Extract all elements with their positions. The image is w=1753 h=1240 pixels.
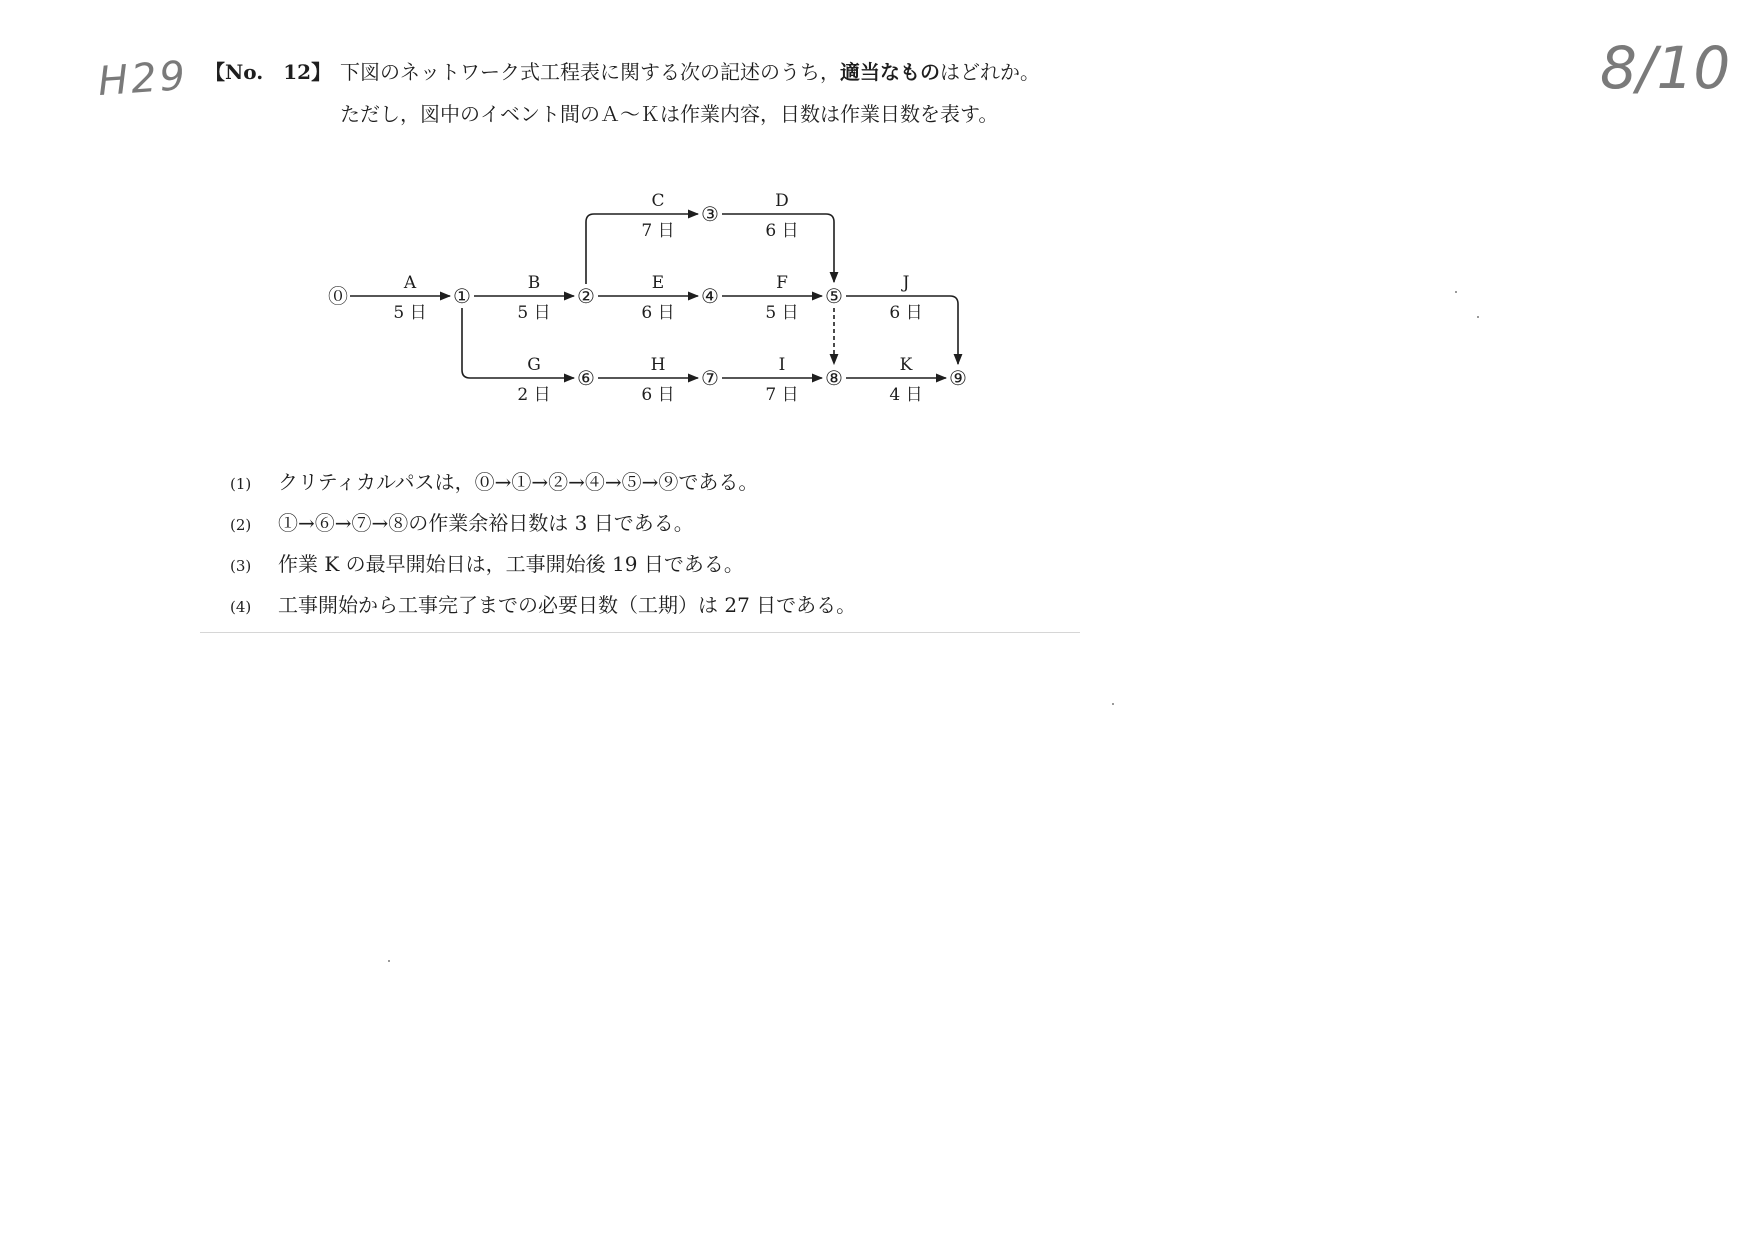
event-node: ⑨ — [949, 366, 967, 390]
activity-label: F — [776, 273, 788, 293]
question-stem-line-1: 下図のネットワーク式工程表に関する次の記述のうち，適当なものはどれか。 — [340, 60, 1040, 84]
activity-label: A — [403, 273, 417, 293]
activity-days: 4 日 — [889, 385, 923, 405]
question-number: 【No. 12】 — [205, 60, 332, 84]
answer-option-1[interactable]: (1) クリティカルパスは，⓪→①→②→④→⑤→⑨である。 — [230, 470, 759, 494]
scan-speck — [1455, 291, 1457, 293]
network-diagram — [320, 178, 1000, 418]
activity-days: 6 日 — [765, 221, 799, 241]
event-node: ⓪ — [328, 284, 348, 308]
activity-label: J — [902, 273, 910, 293]
activity-label: E — [651, 273, 665, 293]
activity-days: 6 日 — [889, 303, 923, 323]
answer-option-2[interactable]: (2) ①→⑥→⑦→⑧の作業余裕日数は 3 日である。 — [230, 511, 694, 535]
activity-days: 7 日 — [765, 385, 799, 405]
scan-speck — [1477, 316, 1479, 318]
answer-option-3[interactable]: (3) 作業 K の最早開始日は，工事開始後 19 日である。 — [230, 552, 744, 576]
answer-option-4[interactable]: (4) 工事開始から工事完了までの必要日数（工期）は 27 日である。 — [230, 593, 857, 617]
activity-days: 5 日 — [517, 303, 551, 323]
event-node: ⑦ — [701, 366, 719, 390]
scan-speck — [388, 960, 390, 962]
handwritten-year-note: H29 — [96, 52, 190, 106]
event-node: ② — [577, 284, 595, 308]
scan-speck — [1112, 703, 1114, 705]
activity-days: 5 日 — [393, 303, 427, 323]
activity-days: 2 日 — [517, 385, 551, 405]
clipping-edge — [200, 632, 1080, 633]
activity-label: I — [778, 355, 786, 375]
activity-label: B — [527, 273, 541, 293]
activity-label: H — [650, 355, 666, 375]
emphasis-appropriate: 適当なもの — [840, 60, 940, 84]
handwritten-score: 8/10 — [1600, 34, 1731, 102]
activity-days: 6 日 — [641, 385, 675, 405]
activity-days: 6 日 — [641, 303, 675, 323]
event-node: ① — [453, 284, 471, 308]
event-node: ⑥ — [577, 366, 595, 390]
activity-days: 5 日 — [765, 303, 799, 323]
activity-label: C — [651, 191, 665, 211]
event-node: ④ — [701, 284, 719, 308]
activity-days: 7 日 — [641, 221, 675, 241]
event-node: ⑤ — [825, 284, 843, 308]
event-node: ⑧ — [825, 366, 843, 390]
activity-label: G — [527, 355, 541, 375]
activity-label: K — [899, 355, 913, 375]
activity-label: D — [775, 191, 789, 211]
event-node: ③ — [701, 202, 719, 226]
question-stem-line-2: ただし，図中のイベント間のＡ～Ｋは作業内容，日数は作業日数を表す。 — [340, 102, 999, 126]
